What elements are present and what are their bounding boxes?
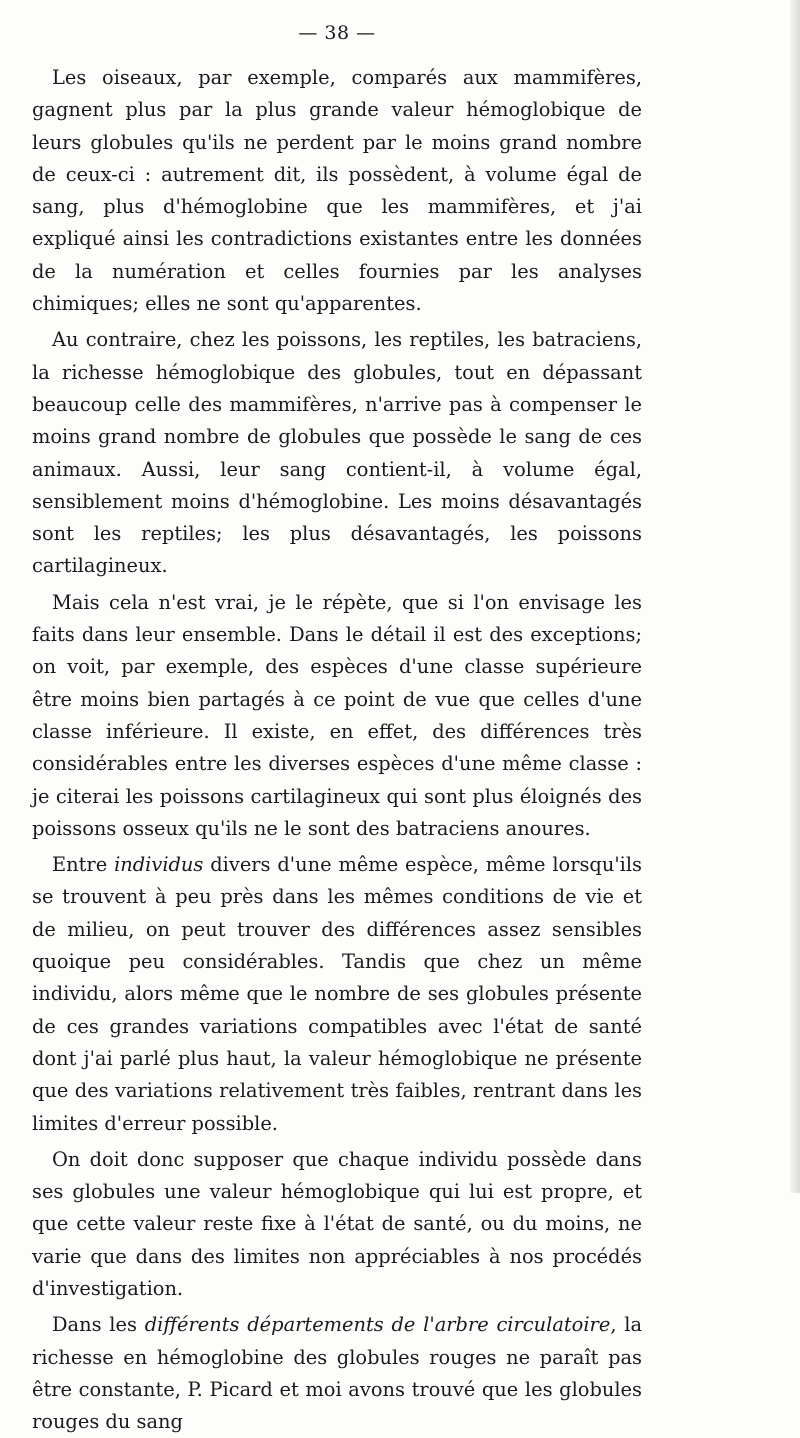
paragraph-4 xyxy=(32,849,642,1140)
paragraph-3: Mais cela n'est vrai, je le répète, que si l'on envisage les faits dans leur ensemble. Dans le détail il est des exceptions; on voit, par exemple, des espèces d'une classe supérieure être moins bien partagés à ce point de vue que celles d'une classe inférieure. Il existe, en effet, des différences très considérables entre les diverses espèces d'une même classe : je citerai les poissons cartilagineux qui sont plus éloignés des poissons osseux qu'ils ne le sont des batraciens anoures. xyxy=(32,590,642,840)
paragraph-6 xyxy=(32,1309,642,1438)
paragraph-6-lead: Dans les xyxy=(52,1313,145,1337)
paragraph-5: On doit donc supposer que chaque individu possède dans ses globules une valeur hémoglobique qui lui est propre, et que cette valeur reste fixe à l'état de santé, ou du moins, ne varie que dans des limites non appréciables à nos procédés d'investigation. xyxy=(32,1147,642,1300)
paragraph-1: Les oiseaux, par exemple, comparés aux mammifères, gagnent plus par la plus grande valeur hémoglobique de leurs globules qu'ils ne perdent par le moins grand nombre de ceux-ci : autrement dit, ils possèdent, à volume égal de sang, plus d'hémoglobine que les mammifères, et j'ai expliqué ainsi les contradictions existantes entre les données de la numération et celles fournies par les analyses chimiques; elles ne sont qu'apparentes. xyxy=(32,66,642,316)
italic-term-individus: individus xyxy=(114,853,204,877)
italic-term-departements: différents départements de l'arbre circulatoire xyxy=(144,1313,611,1337)
page-number: — 38 — xyxy=(298,22,376,44)
paragraph-6-rest: , la richesse en hémoglobine des globules rouges ne paraît pas être constante, P. Picard et moi avons trouvé que les globules rouges du sang xyxy=(32,1313,642,1434)
page-edge-shadow xyxy=(790,0,800,1193)
paragraph-2: Au contraire, chez les poissons, les reptiles, les batraciens, la richesse hémoglobique des globules, tout en dépassant beaucoup celle des mammifères, n'arrive pas à compenser le moins grand nombre de globules que possède le sang de ces animaux. Aussi, leur sang contient-il, à volume égal, sensiblement moins d'hémoglobine. Les moins désavantagés sont les reptiles; les plus désavantagés, les poissons cartilagineux. xyxy=(32,328,642,578)
paragraph-4-rest: divers d'une même espèce, même lorsqu'ils se trouvent à peu près dans les mêmes conditions de vie et de milieu, on peut trouver des différences assez sensibles quoique peu considérables. Tandis que chez un même individu, alors même que le nombre de ses globules présente de ces grandes variations compatibles avec l'état de santé dont j'ai parlé plus haut, la valeur hémoglobique ne présente que des variations relativement très faibles, rentrant dans les limites d'erreur possible. xyxy=(32,853,643,1135)
paragraph-4-lead: Entre xyxy=(52,853,115,877)
